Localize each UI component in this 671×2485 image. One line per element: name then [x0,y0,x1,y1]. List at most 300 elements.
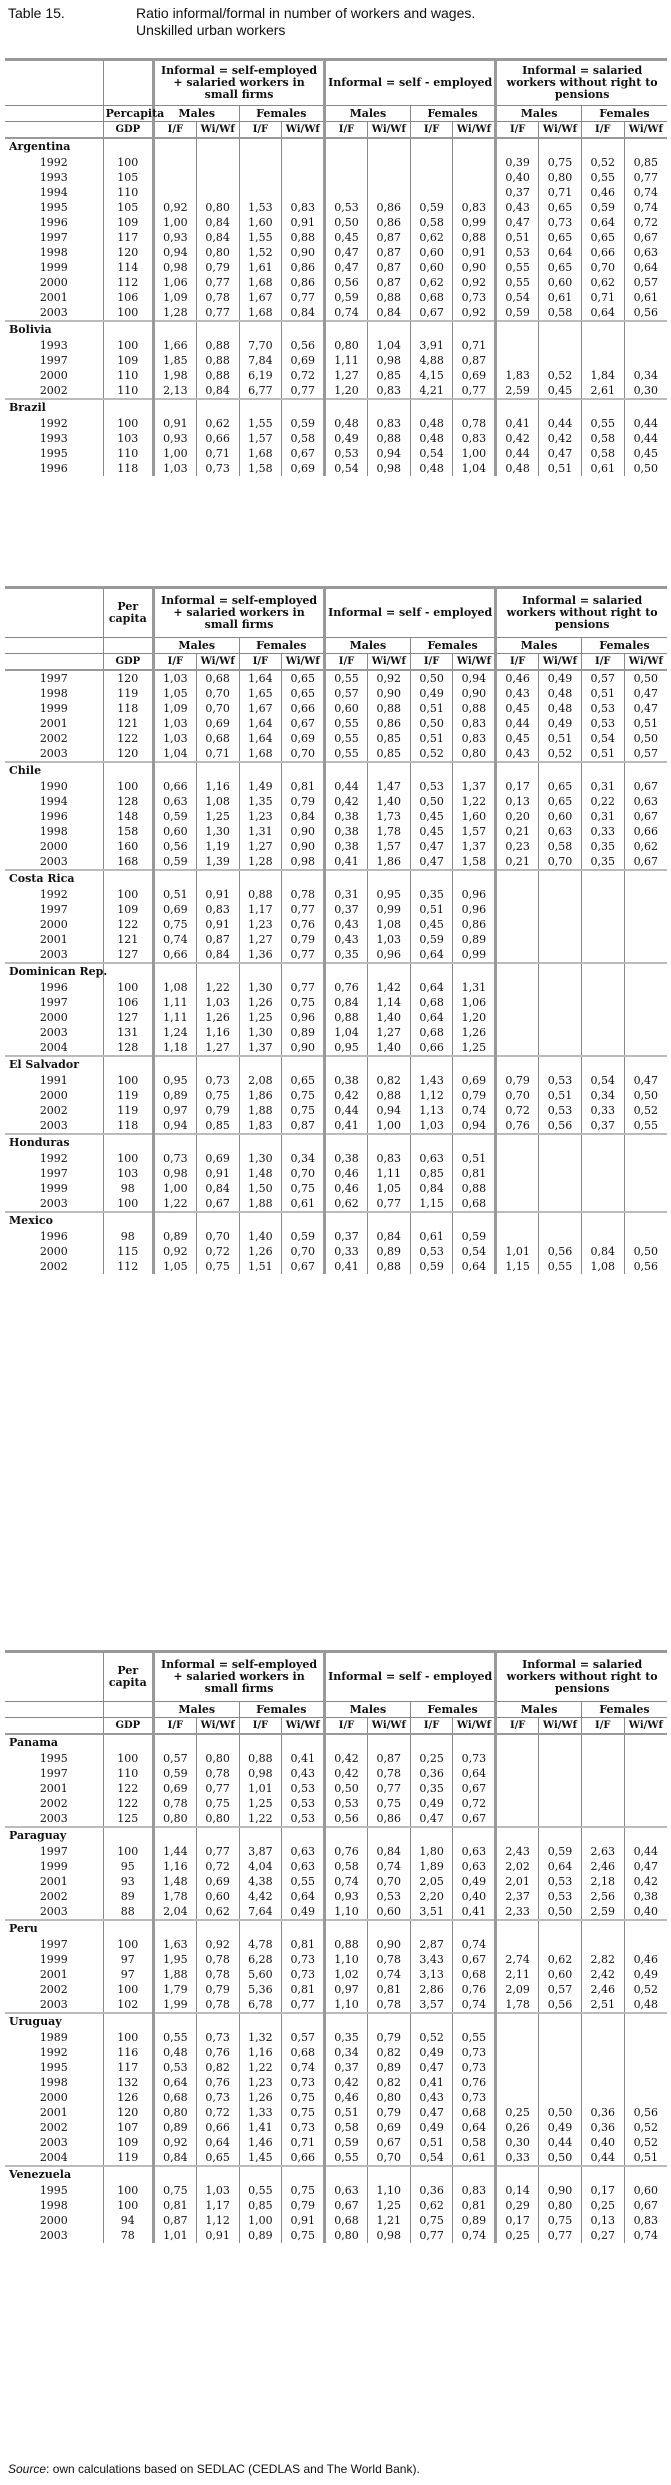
value-cell: 0,96 [367,947,410,963]
females-header: Females [410,105,496,121]
value-cell: 0,97 [153,1103,196,1118]
value-cell: 2,11 [496,1967,539,1982]
value-cell: 0,81 [153,2198,196,2213]
value-cell: 0,86 [282,260,325,275]
value-cell: 0,80 [539,170,582,185]
gdp-cell: 120 [103,746,153,762]
value-cell: 0,88 [367,701,410,716]
blank-cell [239,1734,282,1751]
value-cell: 0,35 [325,947,368,963]
year-cell: 2001 [39,1967,68,1981]
value-cell: 1,03 [153,731,196,746]
value-cell [453,170,496,185]
value-cell [496,2075,539,2090]
value-cell: 0,88 [367,1088,410,1103]
value-cell: 0,97 [325,1982,368,1997]
value-cell [539,1811,582,1827]
blank-cell [453,1734,496,1751]
value-cell: 0,96 [453,902,496,917]
value-cell: 0,34 [325,2045,368,2060]
value-cell: 0,84 [282,305,325,321]
gdp-cell: 102 [103,1997,153,2013]
blank-cell [282,1056,325,1073]
value-cell [581,353,624,368]
blank-cell [282,870,325,887]
group-header-1: Informal = self-employed + salaried workers in small firms [153,589,324,637]
value-cell: 1,60 [453,809,496,824]
value-cell: 1,57 [367,839,410,854]
country-name: Argentina [9,140,71,153]
value-cell: 0,81 [453,2198,496,2213]
value-cell: 1,57 [453,824,496,839]
males-header: Males [325,1701,411,1717]
value-cell: 0,98 [367,353,410,368]
value-cell: 1,78 [496,1997,539,2013]
value-cell [581,932,624,947]
value-cell: 0,86 [367,716,410,731]
value-cell: 0,92 [196,1937,239,1952]
value-cell: 0,69 [282,461,325,476]
country-name: Paraguay [5,1827,103,1844]
value-cell: 0,56 [539,1244,582,1259]
value-cell: 1,17 [196,2198,239,2213]
value-cell [496,887,539,902]
value-cell: 0,59 [282,1229,325,1244]
value-cell: 0,26 [496,2120,539,2135]
blank-cell [103,1134,153,1151]
year-cell: 1992 [39,155,68,169]
value-cell: 0,36 [581,2120,624,2135]
value-cell: 0,30 [624,383,667,399]
blank-cell [196,399,239,416]
value-cell [282,170,325,185]
gdp-cell: 114 [103,260,153,275]
value-cell: 0,86 [367,1811,410,1827]
value-cell: 1,46 [239,2135,282,2150]
year-cell: 2002 [39,383,68,397]
value-cell: 0,52 [539,368,582,383]
value-cell: 0,69 [196,716,239,731]
blank-cell [581,1920,624,1937]
value-cell: 1,28 [239,854,282,870]
gdp-cell: 97 [103,1967,153,1982]
gdp-cell: 110 [103,1766,153,1781]
table-row [5,731,667,746]
value-cell: 1,49 [239,779,282,794]
value-cell: 0,65 [539,230,582,245]
value-cell [453,185,496,200]
value-cell: 1,95 [153,1952,196,1967]
value-cell: 4,88 [410,353,453,368]
blank-cell [196,1734,239,1751]
value-cell: 0,68 [453,1196,496,1212]
value-cell: 0,67 [624,854,667,870]
year-cell: 2000 [39,2090,68,2104]
value-cell: 0,55 [453,2030,496,2045]
value-cell: 0,59 [496,305,539,321]
wiwf-header: Wi/Wf [196,653,239,670]
year-cell: 1993 [39,170,68,184]
group-header-2: Informal = self - employed [325,1653,496,1701]
value-cell: 0,69 [153,1781,196,1796]
value-cell: 0,77 [196,305,239,321]
value-cell: 0,43 [325,932,368,947]
value-cell [624,338,667,353]
year-cell: 1996 [39,461,68,475]
value-cell: 0,54 [581,731,624,746]
value-cell: 0,79 [367,2105,410,2120]
blank-cell [367,1920,410,1937]
value-cell: 0,41 [282,1751,325,1766]
value-cell: 0,89 [367,2060,410,2075]
value-cell: 0,64 [539,245,582,260]
value-cell [581,1781,624,1796]
value-cell: 0,86 [282,275,325,290]
value-cell: 0,60 [539,275,582,290]
year-cell: 1996 [39,809,68,823]
value-cell: 0,83 [453,731,496,746]
value-cell: 1,13 [410,1103,453,1118]
value-cell: 0,46 [624,1952,667,1967]
value-cell [624,2045,667,2060]
year-cell: 1998 [39,2198,68,2212]
value-cell: 0,62 [325,1196,368,1212]
value-cell: 0,49 [539,716,582,731]
gdp-cell: 100 [103,1196,153,1212]
year-cell: 2001 [39,716,68,730]
table-row [5,794,667,809]
year-cell: 1998 [39,2075,68,2089]
value-cell: 0,56 [282,338,325,353]
value-cell: 0,72 [196,1859,239,1874]
value-cell: 0,53 [410,1244,453,1259]
blank-cell [539,1827,582,1844]
table-row [5,1982,667,1997]
value-cell: 0,47 [624,1073,667,1088]
value-cell: 0,38 [325,1151,368,1166]
value-cell: 2,82 [581,1952,624,1967]
value-cell: 0,63 [325,2183,368,2198]
if-header: I/F [153,121,196,138]
value-cell: 0,53 [325,446,368,461]
blank-cell [539,138,582,155]
value-cell: 1,10 [325,1952,368,1967]
value-cell: 0,73 [282,2075,325,2090]
wiwf-header: Wi/Wf [367,121,410,138]
value-cell: 0,63 [453,1844,496,1859]
table-row [5,1088,667,1103]
value-cell: 1,00 [153,215,196,230]
table-row [5,1751,667,1766]
value-cell: 0,55 [282,1874,325,1889]
value-cell: 0,59 [325,2135,368,2150]
value-cell: 0,70 [539,854,582,870]
value-cell: 0,65 [539,794,582,809]
value-cell: 0,69 [453,1073,496,1088]
value-cell: 0,56 [539,1118,582,1134]
value-cell: 0,50 [624,670,667,686]
value-cell: 0,53 [581,716,624,731]
gdp-cell: 122 [103,1781,153,1796]
females-header: Females [239,1701,325,1717]
country-row [5,1920,667,1937]
gdp-cell: 109 [103,353,153,368]
value-cell: 0,25 [496,2228,539,2243]
value-cell: 7,84 [239,353,282,368]
value-cell: 0,99 [367,902,410,917]
value-cell: 0,72 [196,1244,239,1259]
table-row [5,368,667,383]
value-cell: 0,38 [325,839,368,854]
year-cell: 2003 [39,2135,68,2149]
value-cell [539,917,582,932]
females-header: Females [581,637,667,653]
gdp-cell: 110 [103,185,153,200]
value-cell: 0,38 [325,824,368,839]
value-cell [624,947,667,963]
table-row [5,1196,667,1212]
value-cell: 1,18 [153,1040,196,1056]
table-row [5,917,667,932]
value-cell [196,155,239,170]
table-row [5,1181,667,1196]
table-row [5,1781,667,1796]
value-cell [539,1196,582,1212]
value-cell: 1,10 [325,1904,368,1920]
value-cell: 0,51 [496,230,539,245]
value-cell: 4,38 [239,1874,282,1889]
blank-cell [153,1920,196,1937]
blank-cell [539,321,582,338]
table-row [5,2120,667,2135]
value-cell: 0,75 [367,1796,410,1811]
blank-cell [496,1734,539,1751]
value-cell [539,2090,582,2105]
value-cell: 0,75 [153,917,196,932]
blank-cell [453,1134,496,1151]
value-cell: 0,17 [496,779,539,794]
value-cell: 0,92 [453,275,496,290]
value-cell [581,1166,624,1181]
value-cell: 0,80 [367,2090,410,2105]
value-cell: 0,44 [496,716,539,731]
year-cell: 2001 [39,2105,68,2119]
value-cell: 0,55 [325,2150,368,2166]
value-cell: 1,83 [496,368,539,383]
value-cell: 0,87 [367,230,410,245]
value-cell: 0,44 [581,2150,624,2166]
value-cell: 0,74 [453,2228,496,2243]
value-cell [153,185,196,200]
value-cell: 1,03 [196,995,239,1010]
value-cell [496,1196,539,1212]
value-cell: 0,73 [282,1952,325,1967]
value-cell: 0,59 [153,809,196,824]
year-cell: 2000 [39,1010,68,1024]
table-row [5,980,667,995]
blank-cell [410,963,453,980]
value-cell: 0,81 [453,1166,496,1181]
value-cell: 0,52 [624,1103,667,1118]
value-cell [496,980,539,995]
value-cell: 0,83 [367,1151,410,1166]
value-cell: 0,89 [153,2120,196,2135]
blank-cell [325,963,368,980]
table-row [5,230,667,245]
value-cell [581,995,624,1010]
value-cell: 1,88 [239,1196,282,1212]
value-cell: 1,67 [239,701,282,716]
value-cell: 0,60 [410,260,453,275]
year-cell: 1999 [39,260,68,274]
value-cell: 1,08 [153,980,196,995]
value-cell: 0,95 [367,887,410,902]
value-cell: 0,83 [453,200,496,215]
value-cell: 0,83 [624,2213,667,2228]
blank-cell [624,1920,667,1937]
year-cell: 2003 [39,1196,68,1210]
wiwf-header: Wi/Wf [196,121,239,138]
value-cell: 0,50 [539,1904,582,1920]
value-cell: 0,84 [196,383,239,399]
value-cell: 0,60 [367,1904,410,1920]
blank-cell [539,2013,582,2030]
value-cell: 0,87 [196,932,239,947]
value-cell: 0,95 [325,1040,368,1056]
blank-cell [239,321,282,338]
table-row [5,2135,667,2150]
blank-cell [103,870,153,887]
value-cell [624,1796,667,1811]
value-cell: 1,99 [153,1997,196,2013]
value-cell: 1,00 [239,2213,282,2228]
value-cell: 0,80 [539,2198,582,2213]
value-cell: 0,84 [367,1229,410,1244]
value-cell: 0,45 [624,446,667,461]
blank-cell [624,762,667,779]
value-cell: 0,60 [410,245,453,260]
value-cell [539,1166,582,1181]
gdp-cell: 100 [103,1982,153,1997]
value-cell [239,170,282,185]
value-cell: 1,60 [239,215,282,230]
value-cell: 0,43 [410,2090,453,2105]
value-cell: 0,44 [539,2135,582,2150]
blank-cell [196,870,239,887]
value-cell: 0,48 [496,461,539,476]
value-cell: 0,68 [153,2090,196,2105]
value-cell: 0,38 [624,1889,667,1904]
value-cell: 0,56 [624,1259,667,1274]
value-cell: 0,55 [325,670,368,686]
value-cell: 0,52 [410,746,453,762]
value-cell: 0,42 [539,431,582,446]
blank-cell [453,963,496,980]
blank-cell [410,1056,453,1073]
value-cell: 0,80 [325,338,368,353]
value-cell: 1,11 [325,353,368,368]
value-cell: 0,73 [453,2090,496,2105]
percapita-label-2: capita [108,1675,147,1689]
value-cell: 0,91 [282,2213,325,2228]
value-cell: 0,93 [325,1889,368,1904]
value-cell: 0,60 [539,809,582,824]
country-name: Costa Rica [5,870,103,887]
blank-cell [325,1827,368,1844]
value-cell: 0,78 [367,1952,410,1967]
gdp-cell: 121 [103,932,153,947]
value-cell: 0,77 [282,1997,325,2013]
value-cell: 0,84 [367,1844,410,1859]
value-cell: 0,88 [453,701,496,716]
value-cell: 0,50 [325,215,368,230]
value-cell: 0,68 [196,670,239,686]
value-cell: 1,40 [367,794,410,809]
value-cell [539,2075,582,2090]
value-cell [496,1166,539,1181]
year-cell: 1997 [39,353,68,367]
corner-cell [5,589,103,637]
males-header: Males [496,1701,582,1717]
value-cell: 0,78 [453,416,496,431]
males-header: Males [496,105,582,121]
value-cell [581,1181,624,1196]
value-cell: 1,52 [239,245,282,260]
value-cell: 1,55 [239,416,282,431]
value-cell: 0,49 [539,670,582,686]
value-cell: 1,58 [453,854,496,870]
value-cell: 1,01 [153,2228,196,2243]
value-cell: 0,61 [624,290,667,305]
value-cell: 0,33 [325,1244,368,1259]
value-cell: 0,98 [153,260,196,275]
value-cell: 0,50 [410,670,453,686]
blank-cell [367,138,410,155]
table-row [5,1967,667,1982]
gdp-cell: 118 [103,1118,153,1134]
group-header-1: Informal = self-employed + salaried workers in small firms [153,1653,324,1701]
value-cell: 1,57 [239,431,282,446]
value-cell: 0,78 [153,1796,196,1811]
gdp-cell: 100 [103,779,153,794]
value-cell: 1,39 [196,854,239,870]
blank-cell [325,138,368,155]
value-cell: 0,47 [410,2060,453,2075]
value-cell: 0,98 [153,1166,196,1181]
value-cell: 0,47 [410,1811,453,1827]
value-cell: 1,26 [239,995,282,1010]
blank-cell [103,1734,153,1751]
value-cell: 1,27 [325,368,368,383]
blank-cell [453,138,496,155]
value-cell: 0,84 [282,809,325,824]
blank-cell [282,321,325,338]
value-cell: 0,52 [624,1982,667,1997]
value-cell [581,1040,624,1056]
value-cell: 0,82 [367,2045,410,2060]
blank-cell [581,870,624,887]
value-cell: 3,51 [410,1904,453,1920]
value-cell: 0,99 [453,947,496,963]
value-cell: 0,17 [581,2183,624,2198]
value-cell [539,1025,582,1040]
table-row [5,290,667,305]
value-cell: 1,40 [367,1040,410,1056]
country-name: Bolivia [5,321,103,338]
value-cell: 0,53 [325,1796,368,1811]
value-cell: 0,43 [282,1766,325,1781]
blank-cell [196,2013,239,2030]
